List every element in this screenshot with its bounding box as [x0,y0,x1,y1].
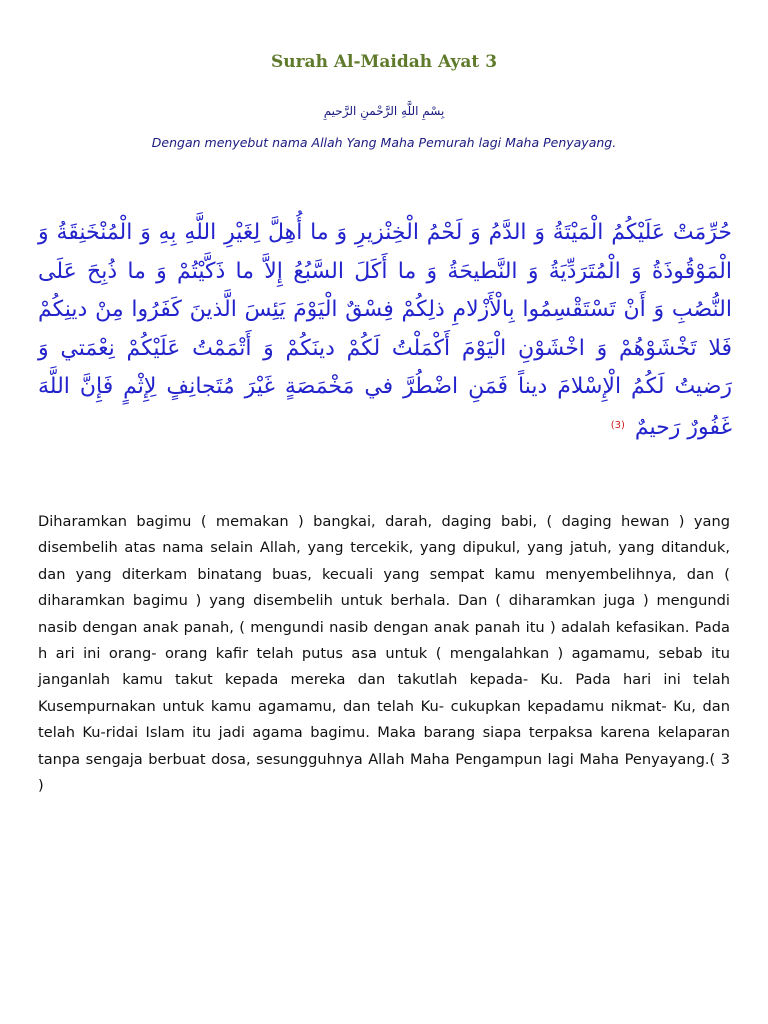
verse-number: (3) [610,419,625,431]
basmalah-arabic: بِسْمِ اللَّهِ الرَّحْمنِ الرَّحيمِ [323,104,445,118]
verse-arabic [38,214,732,447]
verse-arabic-text: حُرِّمَتْ عَلَيْكُمُ الْمَيْتَةُ وَ الدَّمُ وَ لَحْمُ الْخِنْزيرِ وَ ما أُهِلَّ لِغَيْرِ اللَّهِ بِهِ وَ الْمُنْخَنِقَةُ وَ الْمَوْقُوذَةُ وَ الْمُتَرَدِّيَةُ وَ النَّطيحَةُ وَ ما أَكَلَ السَّبُعُ إِلاَّ ما ذَكَّيْتُمْ وَ ما ذُبِحَ عَلَى النُّصُبِ وَ أَنْ تَسْتَقْسِمُوا بِالْأَزْلامِ ذلِكُمْ فِسْقٌ الْيَوْمَ يَئِسَ الَّذينَ كَفَرُوا مِنْ دينِكُمْ فَلا تَخْشَوْهُمْ وَ اخْشَوْنِ الْيَوْمَ أَكْمَلْتُ لَكُمْ دينَكُمْ وَ أَتْمَمْتُ عَلَيْكُمْ نِعْمَتي وَ رَضيتُ لَكُمُ الْإِسْلامَ ديناً فَمَنِ اضْطُرَّ في مَخْمَصَةٍ غَيْرَ مُتَجانِفٍ لِإِثْمٍ فَإِنَّ اللَّهَ غَفُورٌ رَحيمٌ [38,220,732,440]
basmalah-translation: Dengan menyebut nama Allah Yang Maha Pemurah lagi Maha Penyayang. [151,135,617,150]
verse-translation: Diharamkan bagimu ( memakan ) bangkai, darah, daging babi, ( daging hewan ) yang disembelih atas nama selain Allah, yang tercekik, yang dipukul, yang jatuh, yang ditanduk, dan yang diterkam binatang buas, kecuali yang sempat kamu menyembelihnya, dan ( diharamkan bagimu ) yang disembelih untuk berhala. Dan ( diharamkan juga ) mengundi nasib dengan anak panah, ( mengundi nasib dengan anak panah itu ) adalah kefasikan. Pada h ari ini orang- orang kafir telah putus asa untuk ( mengalahkan ) agamamu, sebab itu janganlah kamu takut kepada mereka dan takutlah kepada- Ku. Pada hari ini telah Kusempurnakan untuk kamu agamamu, dan telah Ku- cukupkan kepadamu nikmat- Ku, dan telah Ku-ridai Islam itu jadi agama bagimu. Maka barang siapa terpaksa karena kelaparan tanpa sengaja berbuat dosa, sesungguhnya Allah Maha Pengampun lagi Maha Penyayang.( 3 ) [38,513,730,795]
page-title: Surah Al-Maidah Ayat 3 [270,52,498,72]
